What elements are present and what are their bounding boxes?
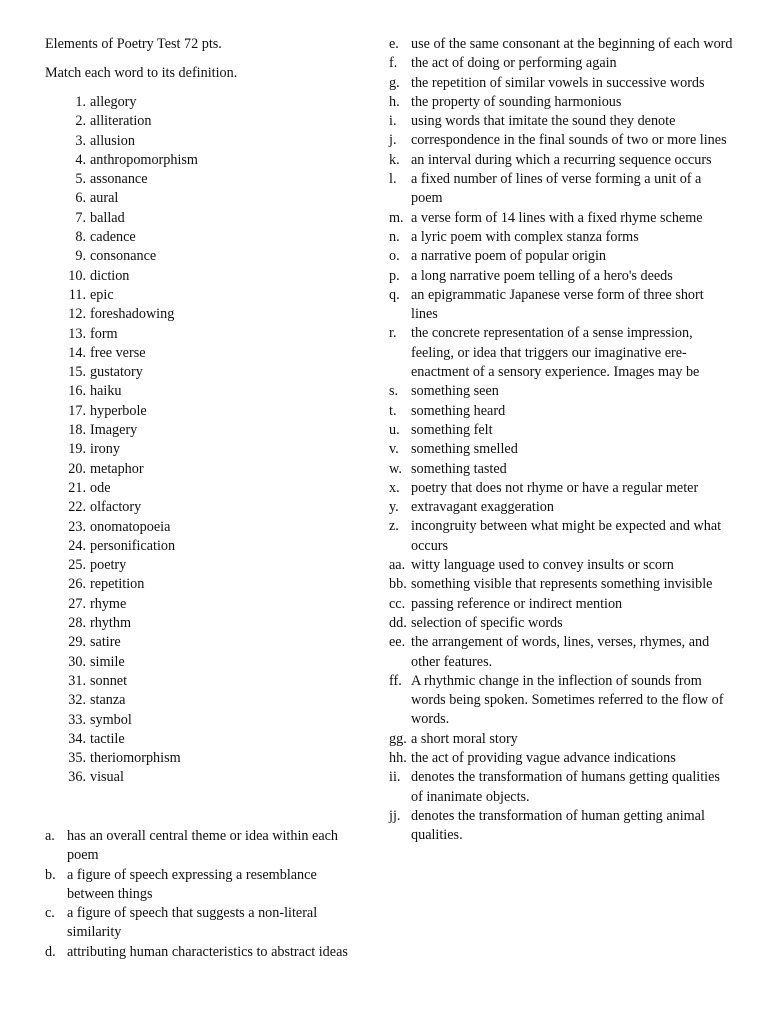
definition-item xyxy=(389,807,734,846)
definition-letter: i. xyxy=(389,113,397,130)
term-number: 2. xyxy=(75,113,86,130)
term-number: 30. xyxy=(68,653,86,670)
term-word: symbol xyxy=(90,711,132,728)
definition-letter: hh. xyxy=(389,749,407,766)
term-number: 22. xyxy=(68,499,86,516)
term-item xyxy=(45,382,345,401)
term-number: 36. xyxy=(68,769,86,786)
definition-item xyxy=(389,228,734,247)
definition-text: the act of doing or performing again xyxy=(411,55,617,72)
definition-text: denotes the transformation of human getting animal qualities. xyxy=(411,807,705,844)
term-word: hyperbole xyxy=(90,402,147,419)
definition-item xyxy=(389,286,734,325)
term-item xyxy=(45,151,345,170)
definition-item xyxy=(389,633,734,672)
definition-item xyxy=(389,575,734,594)
definition-letter: u. xyxy=(389,421,400,438)
definition-item xyxy=(389,54,734,73)
definition-letter: aa. xyxy=(389,557,406,574)
definition-letter: l. xyxy=(389,171,397,188)
terms-list xyxy=(45,93,345,788)
definition-letter: p. xyxy=(389,267,400,284)
term-number: 4. xyxy=(75,151,86,168)
definition-item xyxy=(389,768,734,807)
term-word: rhythm xyxy=(90,615,131,632)
term-item xyxy=(45,711,345,730)
definitions-list-left xyxy=(45,827,367,962)
term-number: 7. xyxy=(75,209,86,226)
term-item xyxy=(45,498,345,517)
definition-text: the property of sounding harmonious xyxy=(411,93,622,110)
term-number: 34. xyxy=(68,730,86,747)
term-item xyxy=(45,730,345,749)
term-number: 16. xyxy=(68,383,86,400)
term-item xyxy=(45,112,345,131)
term-item xyxy=(45,768,345,787)
definition-letter: f. xyxy=(389,55,398,72)
term-item xyxy=(45,614,345,633)
term-word: theriomorphism xyxy=(90,750,181,767)
definition-item xyxy=(389,479,734,498)
term-word: diction xyxy=(90,267,130,284)
term-word: gustatory xyxy=(90,364,143,381)
term-word: rhyme xyxy=(90,595,127,612)
definition-item xyxy=(389,209,734,228)
definition-item xyxy=(389,749,734,768)
term-word: aural xyxy=(90,190,119,207)
definitions-list-right xyxy=(389,35,734,845)
definition-item xyxy=(45,904,367,943)
definition-item xyxy=(389,672,734,730)
definition-text: a figure of speech that suggests a non-literal similarity xyxy=(67,905,318,941)
definition-letter: jj. xyxy=(389,807,401,824)
definition-letter: ee. xyxy=(389,634,406,651)
term-word: satire xyxy=(90,634,121,651)
definition-item xyxy=(389,730,734,749)
term-item xyxy=(45,267,345,286)
definition-text: something smelled xyxy=(411,441,518,458)
term-item xyxy=(45,575,345,594)
term-word: allusion xyxy=(90,132,135,149)
term-number: 6. xyxy=(75,190,86,207)
definition-letter: v. xyxy=(389,441,399,458)
definition-letter: o. xyxy=(389,248,400,265)
definition-text: a short moral story xyxy=(411,730,518,747)
definition-text: a long narrative poem telling of a hero's deeds xyxy=(411,267,673,284)
definition-letter: y. xyxy=(389,499,399,516)
definition-text: attributing human characteristics to abstract ideas xyxy=(67,943,348,960)
definition-letter: bb. xyxy=(389,576,407,593)
term-item xyxy=(45,325,345,344)
term-word: poetry xyxy=(90,557,127,574)
definition-text: witty language used to convey insults or scorn xyxy=(411,557,674,574)
definition-item xyxy=(389,74,734,93)
definition-item xyxy=(389,440,734,459)
definition-letter: cc. xyxy=(389,595,406,612)
definition-text: denotes the transformation of humans getting qualities of inanimate objects. xyxy=(411,769,720,805)
definition-item xyxy=(389,131,734,150)
definition-letter: w. xyxy=(389,460,402,477)
definition-text: selection of specific words xyxy=(411,614,563,631)
definition-text: the act of providing vague advance indications xyxy=(411,749,676,766)
term-number: 31. xyxy=(68,672,86,689)
term-word: metaphor xyxy=(90,460,144,477)
term-item xyxy=(45,460,345,479)
term-word: consonance xyxy=(90,248,157,265)
term-number: 8. xyxy=(75,229,86,246)
definition-item xyxy=(45,866,367,905)
term-word: Imagery xyxy=(90,422,138,439)
definition-letter: j. xyxy=(389,132,397,149)
term-word: ballad xyxy=(90,209,125,226)
term-number: 17. xyxy=(68,402,86,419)
term-number: 5. xyxy=(75,171,86,188)
definition-letter: n. xyxy=(389,228,400,245)
definition-text: an interval during which a recurring sequence occurs xyxy=(411,151,712,168)
definition-letter: d. xyxy=(45,943,56,960)
definition-letter: m. xyxy=(389,209,404,226)
term-word: free verse xyxy=(90,344,146,361)
term-word: allegory xyxy=(90,94,137,110)
definition-letter: dd. xyxy=(389,614,407,631)
definition-letter: t. xyxy=(389,402,397,419)
term-word: simile xyxy=(90,653,125,670)
definition-letter: x. xyxy=(389,479,400,496)
definition-item xyxy=(389,267,734,286)
definition-text: something felt xyxy=(411,421,493,438)
term-item xyxy=(45,537,345,556)
term-item xyxy=(45,691,345,710)
term-word: visual xyxy=(90,769,124,786)
term-item xyxy=(45,228,345,247)
term-item xyxy=(45,363,345,382)
term-number: 19. xyxy=(68,441,86,458)
definition-item xyxy=(389,324,734,382)
term-word: cadence xyxy=(90,229,136,246)
definition-item xyxy=(389,556,734,575)
term-number: 32. xyxy=(68,692,86,709)
definition-text: poetry that does not rhyme or have a regular meter xyxy=(411,479,699,496)
definition-text: something visible that represents something invisible xyxy=(411,576,713,593)
definition-item xyxy=(389,93,734,112)
term-number: 21. xyxy=(68,479,86,496)
definition-text: using words that imitate the sound they denote xyxy=(411,113,676,130)
definition-letter: a. xyxy=(45,828,55,844)
term-word: form xyxy=(90,325,118,342)
term-number: 24. xyxy=(68,537,86,554)
term-item xyxy=(45,595,345,614)
term-word: epic xyxy=(90,286,114,303)
term-item xyxy=(45,170,345,189)
term-item xyxy=(45,672,345,691)
definition-text: use of the same consonant at the beginning of each word xyxy=(411,36,733,52)
term-word: ode xyxy=(90,479,111,496)
definition-item xyxy=(389,498,734,517)
term-item xyxy=(45,132,345,151)
term-number: 33. xyxy=(68,711,86,728)
term-word: onomatopoeia xyxy=(90,518,171,535)
definition-letter: ff. xyxy=(389,672,402,689)
term-item xyxy=(45,305,345,324)
term-number: 9. xyxy=(75,248,86,265)
term-number: 3. xyxy=(75,132,86,149)
term-item xyxy=(45,286,345,305)
term-number: 13. xyxy=(68,325,86,342)
definition-letter: c. xyxy=(45,905,55,922)
definition-text: something heard xyxy=(411,402,506,419)
definition-text: a verse form of 14 lines with a fixed rhyme scheme xyxy=(411,209,703,226)
term-number: 11. xyxy=(68,286,86,303)
definition-text: correspondence in the final sounds of two or more lines xyxy=(411,132,727,149)
term-number: 15. xyxy=(68,364,86,381)
definition-item xyxy=(389,402,734,421)
definition-letter: g. xyxy=(389,74,400,91)
term-item xyxy=(45,653,345,672)
page-title: Elements of Poetry Test 72 pts. xyxy=(45,36,222,52)
definition-item xyxy=(389,460,734,479)
definition-letter: k. xyxy=(389,151,400,168)
definition-item xyxy=(389,517,734,556)
term-number: 26. xyxy=(68,576,86,593)
term-word: haiku xyxy=(90,383,122,400)
term-number: 27. xyxy=(68,595,86,612)
term-number: 29. xyxy=(68,634,86,651)
definition-letter: s. xyxy=(389,383,399,400)
term-item xyxy=(45,189,345,208)
term-item xyxy=(45,93,345,112)
definition-text: passing reference or indirect mention xyxy=(411,595,623,612)
term-number: 18. xyxy=(68,422,86,439)
definition-item xyxy=(45,943,367,962)
term-word: tactile xyxy=(90,730,125,747)
definition-letter: q. xyxy=(389,286,400,303)
term-word: irony xyxy=(90,441,120,458)
definition-text: incongruity between what might be expected and what occurs xyxy=(411,518,722,554)
term-word: assonance xyxy=(90,171,148,188)
term-item xyxy=(45,556,345,575)
definition-item xyxy=(389,35,734,54)
term-word: stanza xyxy=(90,692,126,709)
term-word: alliteration xyxy=(90,113,152,130)
term-word: personification xyxy=(90,537,176,554)
definition-text: a lyric poem with complex stanza forms xyxy=(411,228,639,245)
definition-item xyxy=(389,247,734,266)
term-item xyxy=(45,344,345,363)
term-item xyxy=(45,518,345,537)
definition-text: a figure of speech expressing a resemblance between things xyxy=(67,866,317,902)
term-item xyxy=(45,209,345,228)
term-item xyxy=(45,402,345,421)
definition-text: the arrangement of words, lines, verses, rhymes, and other features. xyxy=(411,634,710,670)
definition-item xyxy=(389,382,734,401)
term-number: 23. xyxy=(68,518,86,535)
term-number: 1. xyxy=(75,94,86,110)
term-number: 28. xyxy=(68,615,86,632)
definition-text: A rhythmic change in the inflection of sounds from words being spoken. Sometimes referred to the flow of words. xyxy=(411,672,724,728)
term-item xyxy=(45,633,345,652)
definition-text: a narrative poem of popular origin xyxy=(411,248,607,265)
term-word: anthropomorphism xyxy=(90,151,198,168)
term-item xyxy=(45,440,345,459)
term-number: 35. xyxy=(68,750,86,767)
term-item xyxy=(45,749,345,768)
term-number: 20. xyxy=(68,460,86,477)
definition-letter: r. xyxy=(389,325,397,342)
term-word: foreshadowing xyxy=(90,306,175,323)
definition-letter: ii. xyxy=(389,769,401,786)
term-word: repetition xyxy=(90,576,145,593)
definition-item xyxy=(389,614,734,633)
term-number: 25. xyxy=(68,557,86,574)
definition-item xyxy=(389,170,734,209)
definition-item xyxy=(389,595,734,614)
definition-letter: b. xyxy=(45,866,56,883)
definition-text: something tasted xyxy=(411,460,507,477)
definition-item xyxy=(389,151,734,170)
definition-letter: h. xyxy=(389,93,400,110)
definition-text: the concrete representation of a sense impression, feeling, or idea that triggers our imaginative ere-enactment of a sensory experience. Images may be xyxy=(411,325,700,381)
term-word: sonnet xyxy=(90,672,128,689)
definition-text: the repetition of similar vowels in successive words xyxy=(411,74,705,91)
term-item xyxy=(45,421,345,440)
definition-letter: e. xyxy=(389,36,399,52)
definition-text: something seen xyxy=(411,383,499,400)
term-number: 12. xyxy=(68,306,86,323)
definition-item xyxy=(389,421,734,440)
definition-item xyxy=(389,112,734,131)
term-number: 10. xyxy=(68,267,86,284)
definition-text: has an overall central theme or idea within each poem xyxy=(67,828,339,864)
term-item xyxy=(45,247,345,266)
definition-letter: gg. xyxy=(389,730,407,747)
definition-letter: z. xyxy=(389,518,399,535)
term-word: olfactory xyxy=(90,499,142,516)
definition-text: an epigrammatic Japanese verse form of three short lines xyxy=(411,286,704,323)
definition-text: extravagant exaggeration xyxy=(411,499,554,516)
term-item xyxy=(45,479,345,498)
definition-text: a fixed number of lines of verse forming a unit of a poem xyxy=(411,171,702,207)
instructions: Match each word to its definition. xyxy=(45,65,238,81)
definition-item xyxy=(45,827,367,866)
term-number: 14. xyxy=(68,344,86,361)
